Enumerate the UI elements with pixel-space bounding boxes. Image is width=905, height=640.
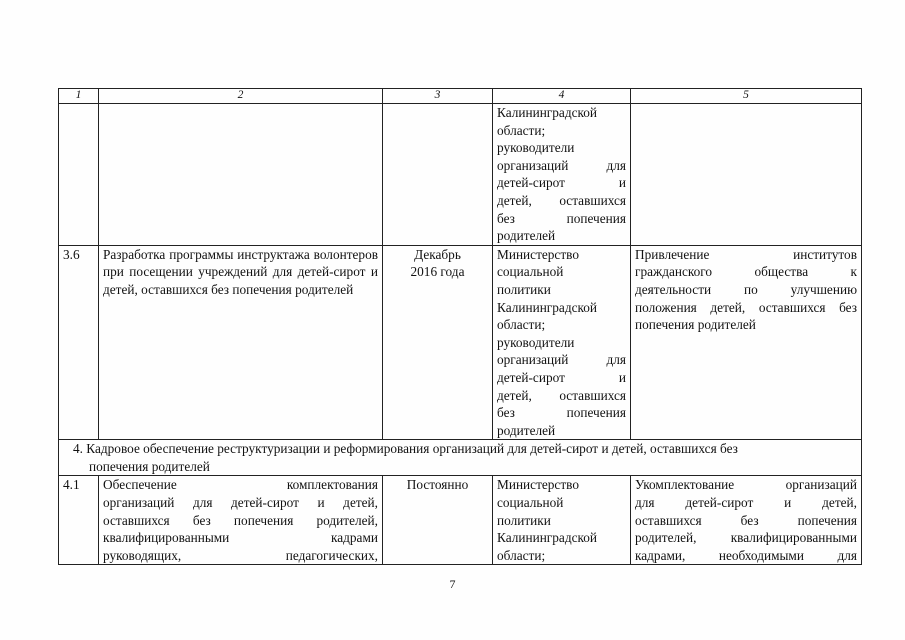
result-text: Привлечение институтов гражданского общества к деятельности по улучшению положения детей, оставшихся без попечения родителей bbox=[631, 245, 862, 440]
section-heading-line: 4. Кадровое обеспечение реструктуризации и реформирования организаций для детей-сирот и детей, оставшихся без bbox=[73, 441, 738, 457]
section-heading-line: попечения родителей bbox=[89, 458, 210, 474]
responsible-line: Министерство bbox=[497, 477, 579, 493]
responsible-line: социальной bbox=[497, 264, 564, 280]
column-number: 5 bbox=[631, 89, 862, 104]
responsible-line: родителей bbox=[497, 422, 556, 438]
responsible-line: области; bbox=[497, 122, 546, 138]
responsible-line: руководители bbox=[497, 140, 575, 156]
task-line: руководящих, педагогических, bbox=[103, 547, 378, 563]
responsible-line: политики bbox=[497, 281, 551, 297]
result-cell bbox=[631, 476, 862, 565]
measures-table bbox=[58, 88, 862, 565]
task-cell bbox=[99, 104, 383, 246]
responsible-line: родителей bbox=[497, 228, 556, 244]
deadline-cell bbox=[383, 245, 493, 440]
task-line: Обеспечение комплектования bbox=[103, 477, 378, 493]
responsible-cell bbox=[493, 104, 631, 246]
result-cell bbox=[631, 104, 862, 246]
column-number: 4 bbox=[493, 89, 631, 104]
deadline-cell bbox=[383, 104, 493, 246]
task-line: организаций для детей-сирот и детей, bbox=[103, 495, 378, 511]
responsible-line: политики bbox=[497, 512, 551, 528]
responsible-line: руководители bbox=[497, 334, 575, 350]
task-line: оставшихся без попечения родителей, bbox=[103, 512, 378, 528]
responsible-line: организаций для bbox=[497, 352, 626, 368]
table-row-4-1 bbox=[59, 476, 862, 565]
section-heading-row bbox=[59, 440, 862, 476]
result-line: Укомплектование организаций bbox=[635, 477, 857, 493]
responsible-line: детей, оставшихся bbox=[497, 192, 626, 208]
column-number: 1 bbox=[59, 89, 99, 104]
responsible-line: Калининградской bbox=[497, 105, 598, 120]
section-heading bbox=[59, 440, 862, 476]
task-cell bbox=[99, 476, 383, 565]
responsible-line: детей-сирот и bbox=[497, 175, 626, 191]
result-line: оставшихся без попечения bbox=[635, 512, 857, 528]
column-number: 2 bbox=[99, 89, 383, 104]
column-number-row bbox=[59, 89, 862, 104]
responsible-line: социальной bbox=[497, 495, 564, 511]
continued-row bbox=[59, 104, 862, 246]
row-number-cell bbox=[59, 104, 99, 246]
result-line: кадрами, необходимыми для bbox=[635, 547, 857, 563]
deadline-text: Постоянно bbox=[383, 476, 493, 565]
table-row-3-6 bbox=[59, 245, 862, 440]
responsible-line: области; bbox=[497, 547, 546, 563]
deadline-line: 2016 года bbox=[410, 264, 465, 280]
responsible-line: Калининградской bbox=[497, 299, 598, 315]
row-number: 4.1 bbox=[59, 476, 99, 565]
result-line: родителей, квалифицированными bbox=[635, 530, 857, 546]
deadline-line: Декабрь bbox=[414, 246, 461, 262]
page-number: 7 bbox=[449, 577, 456, 591]
responsible-line: Министерство bbox=[497, 246, 579, 262]
result-line: для детей-сирот и детей, bbox=[635, 495, 857, 511]
responsible-line: без попечения bbox=[497, 210, 626, 226]
task-line: квалифицированными кадрами bbox=[103, 530, 378, 546]
row-number: 3.6 bbox=[59, 245, 99, 440]
responsible-line: Калининградской bbox=[497, 530, 598, 546]
responsible-line: области; bbox=[497, 317, 546, 333]
responsible-cell bbox=[493, 245, 631, 440]
responsible-line: детей, оставшихся bbox=[497, 387, 626, 403]
responsible-line: детей-сирот и bbox=[497, 369, 626, 385]
responsible-cell bbox=[493, 476, 631, 565]
task-text: Разработка программы инструктажа волонтеров при посещении учреждений для детей-сирот и детей, оставшихся без попечения родителей bbox=[99, 245, 383, 440]
responsible-line: без попечения bbox=[497, 405, 626, 421]
column-number: 3 bbox=[383, 89, 493, 104]
responsible-line: организаций для bbox=[497, 157, 626, 173]
